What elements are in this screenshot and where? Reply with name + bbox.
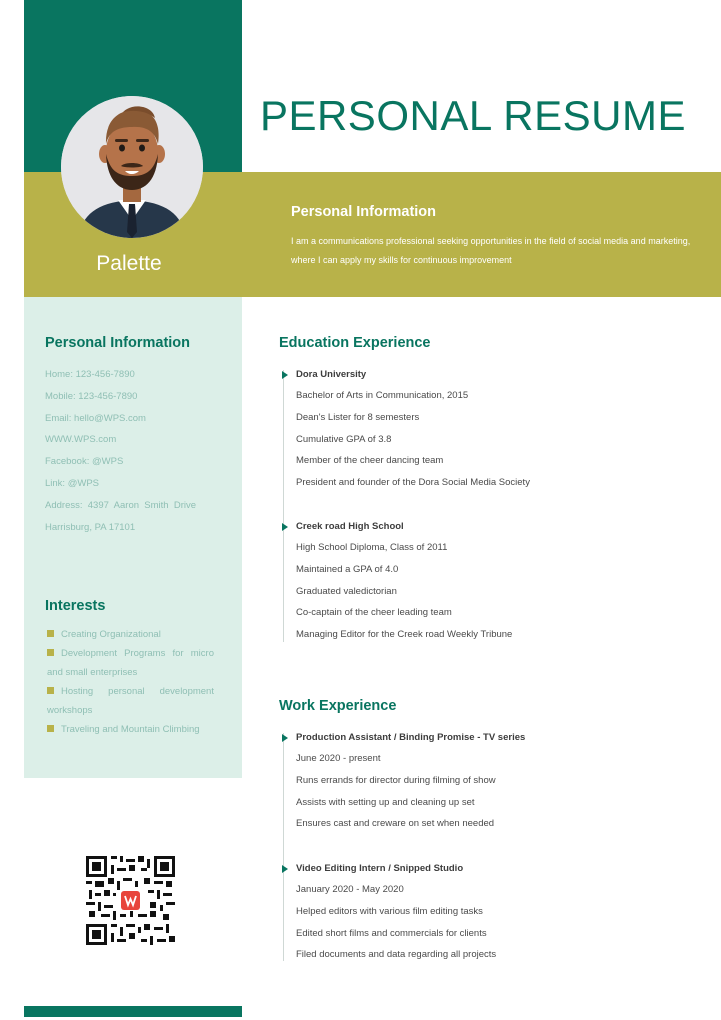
- interest-item: [47, 720, 214, 739]
- square-bullet-icon: [47, 725, 54, 732]
- detail-line: Bachelor of Arts in Communication, 2015: [296, 390, 469, 401]
- work-timeline-line: [283, 733, 284, 961]
- triangle-bullet-icon: [282, 523, 288, 531]
- contact-facebook: Facebook: @WPS: [45, 456, 124, 468]
- education-entry-title: Creek road High School: [296, 521, 404, 532]
- interest-item: [47, 625, 214, 644]
- detail-line: Co-captain of the cheer leading team: [296, 607, 452, 619]
- detail-line: Filed documents and data regarding all projects: [296, 949, 497, 961]
- man-avatar-icon: [61, 96, 203, 238]
- detail-line: January 2020 - May 2020: [296, 884, 404, 895]
- triangle-bullet-icon: [282, 865, 288, 873]
- person-name: Palette: [96, 252, 162, 275]
- detail-line: Dean's Lister for 8 semesters: [296, 411, 420, 423]
- intro-heading: Personal Information: [291, 204, 437, 220]
- contact-link: Link: @WPS: [45, 477, 99, 489]
- contact-home: Home: 123-456-7890: [45, 369, 135, 380]
- work-heading: Work Experience: [279, 698, 397, 714]
- contact-email: Email: hello@WPS.com: [45, 412, 146, 424]
- work-entry-details: [296, 750, 496, 837]
- page-title: PERSONAL RESUME: [259, 92, 686, 139]
- detail-line: June 2020 - present: [296, 753, 381, 764]
- interest-text: Creating Organizational: [61, 629, 161, 640]
- detail-line: Runs errands for director during filming of show: [296, 774, 496, 786]
- work-entry-details: [296, 881, 496, 968]
- triangle-bullet-icon: [282, 734, 288, 742]
- detail-line: Helped editors with various film editing tasks: [296, 905, 483, 917]
- work-entry-title: Video Editing Intern / Snipped Studio: [296, 863, 464, 874]
- contact-address: Address: 4397 Aaron Smith Drive: [45, 499, 197, 511]
- triangle-bullet-icon: [282, 371, 288, 379]
- education-entry-details: [296, 539, 512, 648]
- detail-line: Member of the cheer dancing team: [296, 455, 444, 467]
- education-timeline-line: [283, 370, 284, 642]
- detail-line: Maintained a GPA of 4.0: [296, 563, 399, 575]
- detail-line: Graduated valedictorian: [296, 585, 397, 597]
- contact-mobile: Mobile: 123-456-7890: [45, 390, 138, 402]
- detail-line: Managing Editor for the Creek road Weekly Tribune: [296, 629, 513, 641]
- contact-website: WWW.WPS.com: [45, 434, 117, 446]
- avatar: [61, 96, 203, 238]
- footer-bar: [24, 1006, 242, 1017]
- detail-line: Ensures cast and creware on set when needed: [296, 818, 495, 830]
- square-bullet-icon: [47, 649, 54, 656]
- interests-list: [47, 625, 214, 739]
- square-bullet-icon: [47, 630, 54, 637]
- detail-line: President and founder of the Dora Social Media Society: [296, 477, 530, 489]
- education-entry-details: [296, 387, 530, 496]
- sidebar-interests-heading: Interests: [45, 598, 106, 614]
- interest-text: Hosting personal development workshops: [47, 686, 214, 716]
- interest-item: [47, 644, 214, 682]
- detail-line: High School Diploma, Class of 2011: [296, 542, 448, 553]
- detail-line: Assists with setting up and cleaning up set: [296, 796, 475, 808]
- sidebar-personal-heading: Personal Information: [45, 335, 191, 351]
- contact-list: [45, 366, 225, 540]
- detail-line: Cumulative GPA of 3.8: [296, 433, 392, 445]
- square-bullet-icon: [47, 687, 54, 694]
- qr-code-icon: [86, 856, 175, 945]
- education-entry-title: Dora University: [296, 369, 367, 380]
- education-heading: Education Experience: [279, 335, 431, 351]
- interest-text: Development Programs for micro and small enterprises: [47, 648, 214, 678]
- detail-line: Edited short films and commercials for clients: [296, 927, 487, 939]
- interest-item: [47, 682, 214, 720]
- intro-text: I am a communications professional seeking opportunities in the field of social media and marketing, where I can apply my skills for continuous improvement: [291, 236, 691, 265]
- contact-city: Harrisburg, PA 17101: [45, 521, 136, 533]
- interest-text: Traveling and Mountain Climbing: [61, 724, 200, 735]
- work-entry-title: Production Assistant / Binding Promise - TV series: [296, 732, 526, 743]
